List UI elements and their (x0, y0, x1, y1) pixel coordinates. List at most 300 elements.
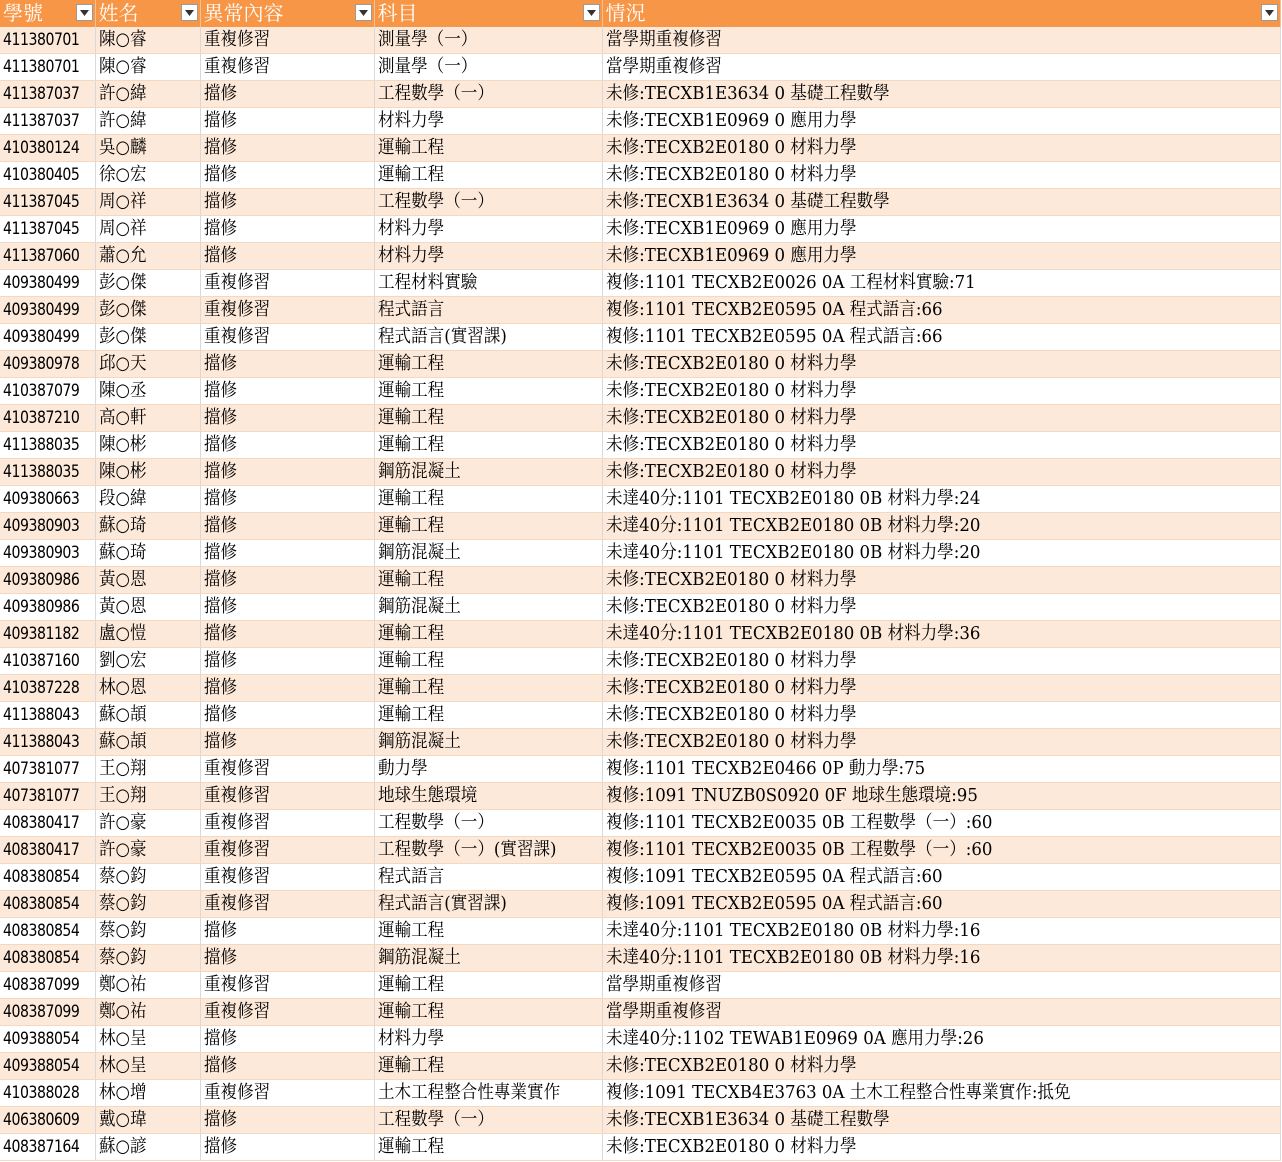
cell-anomaly[interactable] (200, 756, 374, 783)
cell-situation[interactable] (602, 1053, 1280, 1080)
cell-situation[interactable] (602, 378, 1280, 405)
cell-name[interactable] (95, 54, 200, 81)
cell-anomaly[interactable] (200, 918, 374, 945)
cell-student-id[interactable] (0, 81, 95, 108)
cell-name[interactable] (95, 27, 200, 54)
cell-student-id[interactable] (0, 1134, 95, 1161)
cell-text: 運輸工程 (377, 164, 444, 185)
cell-situation[interactable] (602, 864, 1280, 891)
cell-student-id[interactable] (0, 1080, 95, 1107)
cell-situation[interactable] (602, 783, 1280, 810)
cell-name[interactable] (95, 378, 200, 405)
cell-situation[interactable] (602, 540, 1280, 567)
cell-situation[interactable] (602, 729, 1280, 756)
cell-student-id[interactable] (0, 621, 95, 648)
cell-text: 運輸工程 (377, 407, 444, 428)
table-row (0, 621, 1280, 648)
cell-situation[interactable] (602, 270, 1280, 297)
cell-name[interactable] (95, 324, 200, 351)
cell-subject[interactable] (374, 1080, 602, 1107)
cell-text: 運輸工程 (377, 488, 444, 509)
cell-name[interactable] (95, 999, 200, 1026)
cell-subject[interactable] (374, 324, 602, 351)
cell-name[interactable] (95, 459, 200, 486)
cell-situation[interactable] (602, 1080, 1280, 1107)
cell-anomaly[interactable] (200, 81, 374, 108)
cell-text: 運輸工程 (377, 515, 444, 536)
cell-name[interactable] (95, 621, 200, 648)
cell-student-id[interactable] (0, 1053, 95, 1080)
cell-text: 擋修 (203, 623, 237, 644)
cell-student-id[interactable] (0, 162, 95, 189)
cell-anomaly[interactable] (200, 324, 374, 351)
cell-situation[interactable] (602, 675, 1280, 702)
header-situation[interactable] (602, 0, 1280, 27)
cell-name[interactable] (95, 270, 200, 297)
cell-student-id[interactable] (0, 567, 95, 594)
cell-text: 406380609 (3, 1110, 80, 1130)
cell-anomaly[interactable] (200, 864, 374, 891)
cell-text: 擋修 (203, 731, 237, 752)
cell-text: 鋼筋混凝土 (377, 596, 461, 617)
cell-anomaly[interactable] (200, 27, 374, 54)
cell-text: 彭○傑 (98, 272, 147, 293)
cell-text: 411387045 (3, 192, 80, 212)
table-row (0, 189, 1280, 216)
cell-name[interactable] (95, 135, 200, 162)
cell-student-id[interactable] (0, 1107, 95, 1134)
cell-student-id[interactable] (0, 594, 95, 621)
cell-situation[interactable] (602, 459, 1280, 486)
filter-dropdown-button[interactable] (76, 4, 93, 21)
cell-subject[interactable] (374, 270, 602, 297)
cell-anomaly[interactable] (200, 1053, 374, 1080)
table-row (0, 378, 1280, 405)
cell-text: 陳○睿 (98, 56, 147, 77)
table-row (0, 27, 1280, 54)
cell-anomaly[interactable] (200, 837, 374, 864)
cell-name[interactable] (95, 891, 200, 918)
cell-student-id[interactable] (0, 540, 95, 567)
cell-situation[interactable] (602, 621, 1280, 648)
cell-anomaly[interactable] (200, 405, 374, 432)
cell-anomaly[interactable] (200, 540, 374, 567)
cell-subject[interactable] (374, 1053, 602, 1080)
cell-subject[interactable] (374, 459, 602, 486)
cell-anomaly[interactable] (200, 648, 374, 675)
cell-text: 410387079 (3, 381, 80, 401)
cell-subject[interactable] (374, 864, 602, 891)
cell-anomaly[interactable] (200, 594, 374, 621)
cell-name[interactable] (95, 486, 200, 513)
cell-text: 測量學（一） (377, 29, 477, 50)
cell-anomaly[interactable] (200, 135, 374, 162)
cell-situation[interactable] (602, 81, 1280, 108)
cell-anomaly[interactable] (200, 486, 374, 513)
cell-name[interactable] (95, 108, 200, 135)
cell-anomaly[interactable] (200, 810, 374, 837)
cell-student-id[interactable] (0, 999, 95, 1026)
cell-text: 王○翔 (98, 758, 147, 779)
cell-subject[interactable] (374, 756, 602, 783)
cell-name[interactable] (95, 1026, 200, 1053)
cell-text: 411388043 (3, 705, 80, 725)
cell-subject[interactable] (374, 675, 602, 702)
cell-anomaly[interactable] (200, 1080, 374, 1107)
cell-situation[interactable] (602, 918, 1280, 945)
cell-subject[interactable] (374, 837, 602, 864)
cell-text: 測量學（一） (377, 56, 477, 77)
cell-text: 408380854 (3, 921, 80, 941)
cell-situation[interactable] (602, 432, 1280, 459)
header-label: 異常內容 (203, 1, 284, 25)
cell-name[interactable] (95, 432, 200, 459)
cell-situation[interactable] (602, 702, 1280, 729)
cell-text: 複修:1091 TECXB4E3763 0A 土木工程整合性專業實作:抵免 (605, 1082, 1071, 1103)
cell-subject[interactable] (374, 918, 602, 945)
cell-subject[interactable] (374, 81, 602, 108)
filter-dropdown-button[interactable] (583, 4, 600, 21)
table-row (0, 702, 1280, 729)
cell-situation[interactable] (602, 189, 1280, 216)
cell-subject[interactable] (374, 27, 602, 54)
cell-situation[interactable] (602, 54, 1280, 81)
cell-student-id[interactable] (0, 459, 95, 486)
cell-subject[interactable] (374, 972, 602, 999)
cell-situation[interactable] (602, 216, 1280, 243)
cell-text: 411380701 (3, 30, 80, 50)
cell-text: 擋修 (203, 488, 237, 509)
cell-anomaly[interactable] (200, 108, 374, 135)
cell-text: 擋修 (203, 380, 237, 401)
cell-text: 409380903 (3, 516, 80, 536)
cell-text: 未修:TECXB2E0180 0 材料力學 (605, 731, 857, 752)
cell-text: 未修:TECXB2E0180 0 材料力學 (605, 164, 857, 185)
cell-subject[interactable] (374, 540, 602, 567)
cell-student-id[interactable] (0, 27, 95, 54)
cell-name[interactable] (95, 1107, 200, 1134)
cell-text: 408380854 (3, 894, 80, 914)
cell-situation[interactable] (602, 297, 1280, 324)
cell-name[interactable] (95, 1134, 200, 1161)
cell-anomaly[interactable] (200, 621, 374, 648)
cell-anomaly[interactable] (200, 891, 374, 918)
cell-text: 彭○傑 (98, 326, 147, 347)
cell-situation[interactable] (602, 108, 1280, 135)
cell-text: 未修:TECXB1E3634 0 基礎工程數學 (605, 1109, 890, 1130)
cell-anomaly[interactable] (200, 702, 374, 729)
cell-text: 土木工程整合性專業實作 (377, 1082, 560, 1103)
cell-anomaly[interactable] (200, 216, 374, 243)
cell-text: 未達40分:1101 TECXB2E0180 0B 材料力學:20 (605, 515, 980, 536)
cell-situation[interactable] (602, 837, 1280, 864)
cell-text: 409380499 (3, 327, 80, 347)
cell-situation[interactable] (602, 972, 1280, 999)
cell-subject[interactable] (374, 216, 602, 243)
cell-anomaly[interactable] (200, 675, 374, 702)
header-student-id[interactable] (0, 0, 95, 27)
cell-subject[interactable] (374, 567, 602, 594)
filter-dropdown-button[interactable] (355, 4, 372, 21)
cell-situation[interactable] (602, 486, 1280, 513)
table-row (0, 1107, 1280, 1134)
cell-text: 許○豪 (98, 839, 147, 860)
cell-situation[interactable] (602, 1134, 1280, 1161)
cell-subject[interactable] (374, 243, 602, 270)
cell-anomaly[interactable] (200, 459, 374, 486)
cell-subject[interactable] (374, 1026, 602, 1053)
cell-anomaly[interactable] (200, 783, 374, 810)
cell-student-id[interactable] (0, 675, 95, 702)
cell-anomaly[interactable] (200, 1026, 374, 1053)
cell-text: 段○緯 (98, 488, 147, 509)
cell-anomaly[interactable] (200, 297, 374, 324)
cell-text: 鄭○祐 (98, 974, 147, 995)
cell-name[interactable] (95, 783, 200, 810)
cell-text: 當學期重複修習 (605, 1001, 722, 1022)
cell-situation[interactable] (602, 1026, 1280, 1053)
cell-anomaly[interactable] (200, 54, 374, 81)
cell-student-id[interactable] (0, 405, 95, 432)
table-row (0, 972, 1280, 999)
cell-name[interactable] (95, 675, 200, 702)
cell-text: 黃○恩 (98, 596, 147, 617)
cell-subject[interactable] (374, 378, 602, 405)
cell-anomaly[interactable] (200, 243, 374, 270)
cell-subject[interactable] (374, 54, 602, 81)
cell-name[interactable] (95, 567, 200, 594)
cell-text: 黃○恩 (98, 569, 147, 590)
cell-anomaly[interactable] (200, 189, 374, 216)
cell-situation[interactable] (602, 999, 1280, 1026)
cell-name[interactable] (95, 405, 200, 432)
cell-situation[interactable] (602, 810, 1280, 837)
header-subject[interactable] (374, 0, 602, 27)
cell-text: 重複修習 (203, 1082, 270, 1103)
cell-text: 動力學 (377, 758, 428, 779)
cell-anomaly[interactable] (200, 513, 374, 540)
cell-text: 未修:TECXB2E0180 0 材料力學 (605, 704, 857, 725)
cell-student-id[interactable] (0, 351, 95, 378)
table-row (0, 783, 1280, 810)
cell-student-id[interactable] (0, 945, 95, 972)
cell-student-id[interactable] (0, 1026, 95, 1053)
cell-name[interactable] (95, 945, 200, 972)
cell-subject[interactable] (374, 297, 602, 324)
cell-name[interactable] (95, 351, 200, 378)
cell-anomaly[interactable] (200, 972, 374, 999)
cell-text: 擋修 (203, 704, 237, 725)
header-anomaly[interactable] (200, 0, 374, 27)
cell-student-id[interactable] (0, 918, 95, 945)
cell-text: 409380903 (3, 543, 80, 563)
cell-subject[interactable] (374, 432, 602, 459)
cell-student-id[interactable] (0, 864, 95, 891)
table-row (0, 837, 1280, 864)
cell-anomaly[interactable] (200, 378, 374, 405)
cell-situation[interactable] (602, 162, 1280, 189)
cell-text: 複修:1101 TECXB2E0035 0B 工程數學（一）:60 (605, 812, 992, 833)
cell-name[interactable] (95, 297, 200, 324)
cell-subject[interactable] (374, 189, 602, 216)
cell-subject[interactable] (374, 891, 602, 918)
table-row (0, 891, 1280, 918)
cell-text: 擋修 (203, 245, 237, 266)
cell-name[interactable] (95, 189, 200, 216)
cell-text: 周○祥 (98, 191, 147, 212)
cell-student-id[interactable] (0, 783, 95, 810)
cell-anomaly[interactable] (200, 432, 374, 459)
cell-name[interactable] (95, 810, 200, 837)
cell-text: 407381077 (3, 786, 80, 806)
cell-name[interactable] (95, 1053, 200, 1080)
cell-name[interactable] (95, 594, 200, 621)
cell-subject[interactable] (374, 486, 602, 513)
cell-situation[interactable] (602, 324, 1280, 351)
cell-anomaly[interactable] (200, 270, 374, 297)
filter-dropdown-button[interactable] (181, 4, 198, 21)
cell-subject[interactable] (374, 810, 602, 837)
header-name[interactable] (95, 0, 200, 27)
cell-student-id[interactable] (0, 486, 95, 513)
cell-text: 陳○彬 (98, 434, 147, 455)
cell-anomaly[interactable] (200, 999, 374, 1026)
cell-anomaly[interactable] (200, 1107, 374, 1134)
cell-name[interactable] (95, 864, 200, 891)
cell-student-id[interactable] (0, 189, 95, 216)
cell-student-id[interactable] (0, 891, 95, 918)
cell-subject[interactable] (374, 702, 602, 729)
cell-text: 未修:TECXB2E0180 0 材料力學 (605, 1136, 857, 1157)
cell-student-id[interactable] (0, 432, 95, 459)
cell-anomaly[interactable] (200, 162, 374, 189)
cell-text: 重複修習 (203, 839, 270, 860)
chevron-down-icon (587, 10, 596, 16)
cell-text: 未達40分:1102 TEWAB1E0969 0A 應用力學:26 (605, 1028, 984, 1049)
cell-situation[interactable] (602, 27, 1280, 54)
cell-text: 擋修 (203, 596, 237, 617)
cell-student-id[interactable] (0, 297, 95, 324)
cell-situation[interactable] (602, 351, 1280, 378)
cell-subject[interactable] (374, 945, 602, 972)
cell-situation[interactable] (602, 243, 1280, 270)
cell-student-id[interactable] (0, 135, 95, 162)
table-row (0, 648, 1280, 675)
cell-name[interactable] (95, 648, 200, 675)
cell-subject[interactable] (374, 513, 602, 540)
cell-subject[interactable] (374, 729, 602, 756)
cell-situation[interactable] (602, 594, 1280, 621)
cell-subject[interactable] (374, 135, 602, 162)
cell-text: 當學期重複修習 (605, 56, 722, 77)
cell-name[interactable] (95, 1080, 200, 1107)
cell-subject[interactable] (374, 594, 602, 621)
cell-text: 當學期重複修習 (605, 974, 722, 995)
table-row (0, 432, 1280, 459)
cell-student-id[interactable] (0, 837, 95, 864)
cell-name[interactable] (95, 540, 200, 567)
cell-name[interactable] (95, 216, 200, 243)
cell-subject[interactable] (374, 1134, 602, 1161)
cell-student-id[interactable] (0, 513, 95, 540)
filter-dropdown-button[interactable] (1261, 4, 1278, 21)
cell-student-id[interactable] (0, 378, 95, 405)
cell-name[interactable] (95, 756, 200, 783)
cell-text: 擋修 (203, 542, 237, 563)
cell-text: 工程數學（一） (377, 812, 494, 833)
cell-student-id[interactable] (0, 270, 95, 297)
cell-text: 運輸工程 (377, 704, 444, 725)
cell-student-id[interactable] (0, 648, 95, 675)
cell-student-id[interactable] (0, 243, 95, 270)
cell-subject[interactable] (374, 1107, 602, 1134)
cell-anomaly[interactable] (200, 351, 374, 378)
cell-student-id[interactable] (0, 756, 95, 783)
cell-subject[interactable] (374, 351, 602, 378)
cell-anomaly[interactable] (200, 729, 374, 756)
cell-situation[interactable] (602, 405, 1280, 432)
cell-student-id[interactable] (0, 54, 95, 81)
cell-name[interactable] (95, 918, 200, 945)
cell-subject[interactable] (374, 162, 602, 189)
cell-text: 未修:TECXB1E0969 0 應用力學 (605, 218, 857, 239)
cell-situation[interactable] (602, 891, 1280, 918)
cell-name[interactable] (95, 729, 200, 756)
cell-text: 411380701 (3, 57, 80, 77)
cell-text: 蘇○琦 (98, 542, 147, 563)
cell-text: 陳○彬 (98, 461, 147, 482)
cell-anomaly[interactable] (200, 1134, 374, 1161)
cell-situation[interactable] (602, 513, 1280, 540)
cell-situation[interactable] (602, 648, 1280, 675)
cell-name[interactable] (95, 702, 200, 729)
cell-student-id[interactable] (0, 702, 95, 729)
cell-situation[interactable] (602, 135, 1280, 162)
cell-situation[interactable] (602, 756, 1280, 783)
cell-subject[interactable] (374, 621, 602, 648)
cell-text: 高○軒 (98, 407, 147, 428)
cell-subject[interactable] (374, 648, 602, 675)
cell-name[interactable] (95, 162, 200, 189)
cell-name[interactable] (95, 243, 200, 270)
cell-anomaly[interactable] (200, 567, 374, 594)
cell-student-id[interactable] (0, 810, 95, 837)
cell-name[interactable] (95, 81, 200, 108)
cell-text: 未達40分:1101 TECXB2E0180 0B 材料力學:36 (605, 623, 980, 644)
cell-student-id[interactable] (0, 729, 95, 756)
cell-student-id[interactable] (0, 216, 95, 243)
cell-subject[interactable] (374, 999, 602, 1026)
cell-name[interactable] (95, 513, 200, 540)
cell-text: 411387037 (3, 84, 80, 104)
cell-situation[interactable] (602, 945, 1280, 972)
cell-student-id[interactable] (0, 324, 95, 351)
cell-situation[interactable] (602, 567, 1280, 594)
cell-text: 運輸工程 (377, 569, 444, 590)
cell-subject[interactable] (374, 783, 602, 810)
cell-name[interactable] (95, 837, 200, 864)
cell-subject[interactable] (374, 405, 602, 432)
cell-subject[interactable] (374, 108, 602, 135)
table-row (0, 567, 1280, 594)
cell-text: 複修:1101 TECXB2E0466 0P 動力學:75 (605, 758, 925, 779)
cell-anomaly[interactable] (200, 945, 374, 972)
cell-name[interactable] (95, 972, 200, 999)
cell-situation[interactable] (602, 1107, 1280, 1134)
cell-student-id[interactable] (0, 972, 95, 999)
cell-student-id[interactable] (0, 108, 95, 135)
cell-text: 未修:TECXB2E0180 0 材料力學 (605, 650, 857, 671)
